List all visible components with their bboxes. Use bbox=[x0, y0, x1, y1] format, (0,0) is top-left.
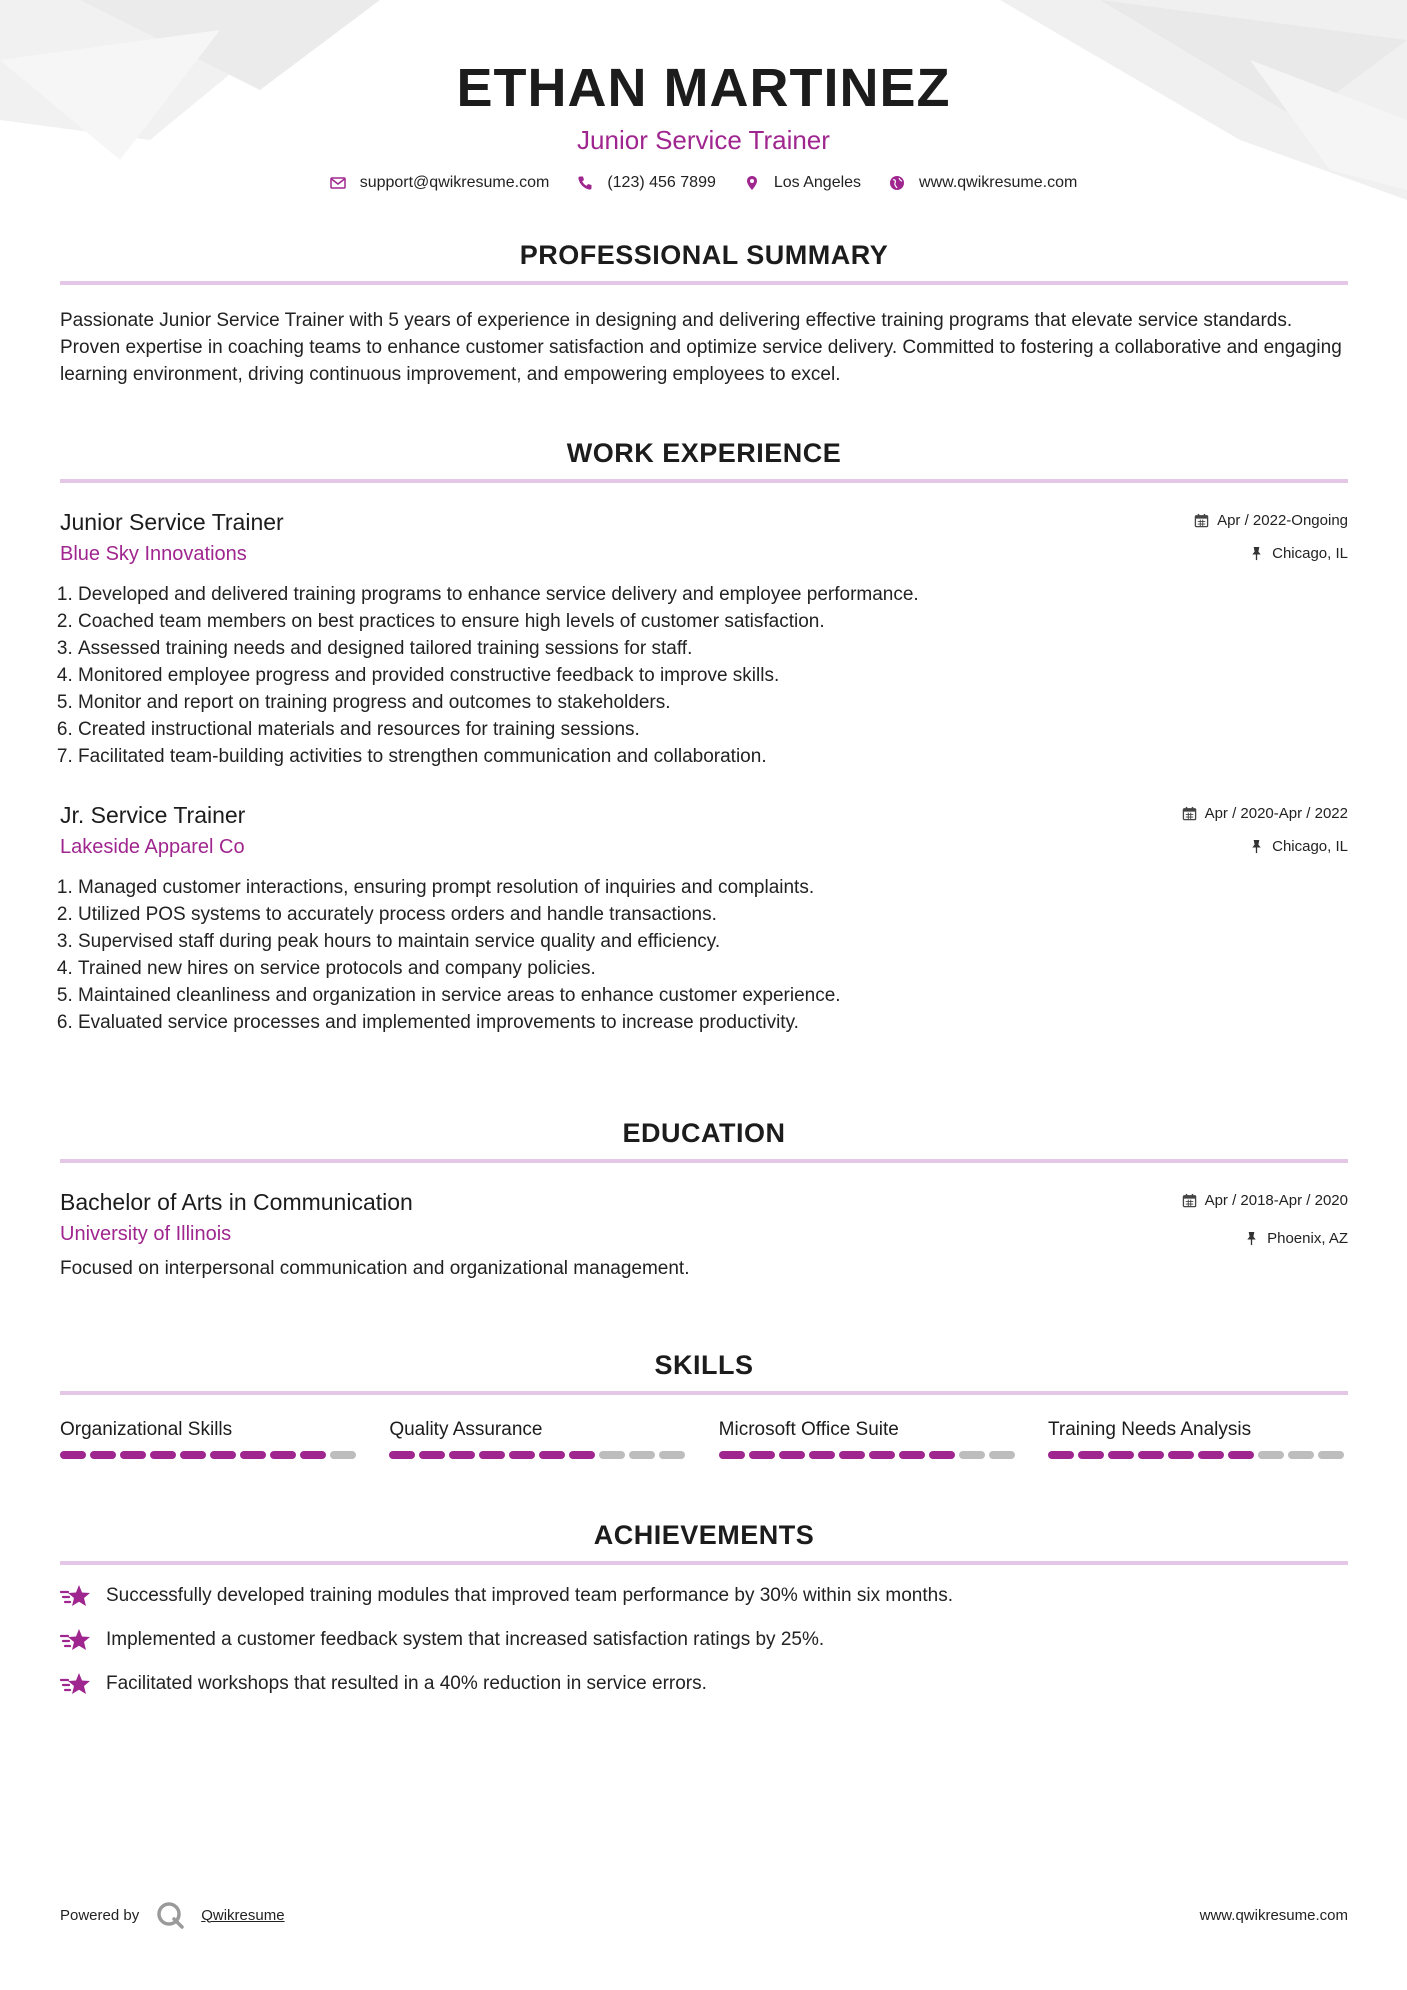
skill-segment-filled bbox=[449, 1451, 475, 1459]
job-company: Blue Sky Innovations bbox=[60, 543, 247, 565]
job-location bbox=[1194, 542, 1348, 564]
achievement-text: Facilitated workshops that resulted in a 40% reduction in service errors. bbox=[106, 1673, 707, 1694]
section-title-achievements: ACHIEVEMENTS bbox=[593, 1520, 815, 1550]
list-item: 1. Developed and delivered training programs to enhance service delivery and employee performance. bbox=[78, 581, 1348, 608]
skill-segment-filled bbox=[210, 1451, 236, 1459]
achievement-text: Implemented a customer feedback system that increased satisfaction ratings by 25%. bbox=[106, 1629, 825, 1650]
section-divider bbox=[60, 1561, 1348, 1565]
contact-email-text: support@qwikresume.com bbox=[359, 174, 550, 191]
skill-segment-filled bbox=[1168, 1451, 1194, 1459]
skill-segment-filled bbox=[1048, 1451, 1074, 1459]
achievements-section bbox=[60, 1518, 1348, 1697]
job-meta bbox=[1182, 802, 1348, 857]
skill-level-bar bbox=[389, 1451, 689, 1459]
envelope-icon bbox=[330, 175, 346, 191]
skill-segment-filled bbox=[509, 1451, 535, 1459]
summary-section bbox=[60, 238, 1348, 388]
achievement-list bbox=[60, 1582, 1348, 1697]
list-item: 1. Managed customer interactions, ensuring prompt resolution of inquiries and complaints. bbox=[78, 874, 1348, 901]
contact-email[interactable] bbox=[330, 174, 550, 192]
skill-segment-filled bbox=[1078, 1451, 1104, 1459]
globe-icon bbox=[889, 175, 905, 191]
skill-segment-filled bbox=[719, 1451, 745, 1459]
skill-segment-filled bbox=[120, 1451, 146, 1459]
education-location-text: Phoenix, AZ bbox=[1267, 1229, 1348, 1247]
pin-icon bbox=[1249, 546, 1264, 561]
resume-header bbox=[0, 0, 1407, 192]
calendar-icon bbox=[1182, 806, 1197, 821]
achievement-item bbox=[60, 1670, 1348, 1697]
section-divider bbox=[60, 281, 1348, 285]
job-bullet-list bbox=[60, 874, 1348, 1036]
skill-segment-filled bbox=[419, 1451, 445, 1459]
skill-segment-empty bbox=[629, 1451, 655, 1459]
qwikresume-logo-icon bbox=[155, 1900, 185, 1930]
job-location-text: Chicago, IL bbox=[1272, 837, 1348, 855]
skill-segment-filled bbox=[180, 1451, 206, 1459]
skill-name: Training Needs Analysis bbox=[1047, 1419, 1252, 1440]
phone-icon bbox=[577, 175, 593, 191]
skill-segment-empty bbox=[659, 1451, 685, 1459]
skill-segment-filled bbox=[1228, 1451, 1254, 1459]
job-dates bbox=[1194, 509, 1348, 531]
skill-segment-filled bbox=[899, 1451, 925, 1459]
school-name: University of Illinois bbox=[60, 1223, 232, 1245]
list-item: 6. Created instructional materials and resources for training sessions. bbox=[78, 716, 1348, 743]
job-dates-text: Apr / 2020-Apr / 2022 bbox=[1204, 804, 1348, 822]
job-title: Jr. Service Trainer bbox=[60, 802, 246, 828]
job-entry bbox=[60, 800, 1348, 1036]
skill-segment-filled bbox=[539, 1451, 565, 1459]
skill-segment-filled bbox=[1138, 1451, 1164, 1459]
skill-segment-filled bbox=[389, 1451, 415, 1459]
contact-location bbox=[744, 174, 861, 192]
skill-item bbox=[719, 1417, 1019, 1459]
skill-segment-filled bbox=[1108, 1451, 1134, 1459]
section-divider bbox=[60, 1391, 1348, 1395]
list-item: 4. Trained new hires on service protocols and company policies. bbox=[78, 955, 1348, 982]
skill-segment-filled bbox=[1198, 1451, 1224, 1459]
list-item: 3. Assessed training needs and designed tailored training sessions for staff. bbox=[78, 635, 1348, 662]
section-divider bbox=[60, 1159, 1348, 1163]
skill-segment-empty bbox=[1318, 1451, 1344, 1459]
skill-level-bar bbox=[1048, 1451, 1348, 1459]
skill-segment-filled bbox=[90, 1451, 116, 1459]
list-item: 5. Monitor and report on training progress and outcomes to stakeholders. bbox=[78, 689, 1348, 716]
map-pin-icon bbox=[744, 175, 760, 191]
education-location bbox=[1182, 1227, 1348, 1249]
skills-section bbox=[60, 1348, 1348, 1459]
section-title-summary: PROFESSIONAL SUMMARY bbox=[519, 240, 889, 270]
education-dates-text: Apr / 2018-Apr / 2020 bbox=[1204, 1191, 1348, 1209]
powered-by-label: Powered by bbox=[60, 1906, 140, 1924]
contact-bar bbox=[0, 174, 1407, 192]
pin-icon bbox=[1244, 1231, 1259, 1246]
job-location-text: Chicago, IL bbox=[1272, 544, 1348, 562]
skill-segment-filled bbox=[749, 1451, 775, 1459]
education-dates bbox=[1182, 1189, 1348, 1211]
skill-segment-empty bbox=[959, 1451, 985, 1459]
section-title-experience: WORK EXPERIENCE bbox=[566, 438, 842, 468]
skill-item bbox=[60, 1417, 360, 1459]
skill-segment-empty bbox=[1288, 1451, 1314, 1459]
section-title-education: EDUCATION bbox=[622, 1118, 786, 1148]
skill-level-bar bbox=[719, 1451, 1019, 1459]
qwikresume-link[interactable]: Qwikresume bbox=[201, 1906, 285, 1924]
achievement-item bbox=[60, 1626, 1348, 1653]
pin-icon bbox=[1249, 839, 1264, 854]
education-section bbox=[60, 1116, 1348, 1282]
achievement-text: Successfully developed training modules that improved team performance by 30% within six months. bbox=[106, 1585, 953, 1606]
list-item: 6. Evaluated service processes and implemented improvements to increase productivity. bbox=[78, 1009, 1348, 1036]
skill-segment-filled bbox=[150, 1451, 176, 1459]
skill-segment-filled bbox=[809, 1451, 835, 1459]
section-divider bbox=[60, 479, 1348, 483]
job-title: Junior Service Trainer bbox=[60, 509, 284, 535]
skill-segment-filled bbox=[60, 1451, 86, 1459]
candidate-name: ETHAN MARTINEZ bbox=[456, 58, 951, 118]
job-company: Lakeside Apparel Co bbox=[60, 836, 245, 858]
contact-phone[interactable] bbox=[577, 174, 716, 192]
experience-section bbox=[60, 436, 1348, 1036]
skill-name: Organizational Skills bbox=[60, 1419, 233, 1440]
summary-text: Passionate Junior Service Trainer with 5 years of experience in designing and delivering effective training programs that elevate service standards. Proven expertise in coaching teams to enhance customer satisfaction and optimize service delivery. Committed to fostering a collaborative and engaging learning environment, driving continuous improvement, and empowering employees to excel. bbox=[60, 310, 1342, 385]
job-dates bbox=[1182, 802, 1348, 824]
skill-name: Microsoft Office Suite bbox=[718, 1419, 899, 1440]
job-bullet-list bbox=[60, 581, 1348, 770]
skill-segment-filled bbox=[929, 1451, 955, 1459]
skill-item bbox=[1048, 1417, 1348, 1459]
star-icon bbox=[60, 1583, 92, 1609]
footer-website[interactable]: www.qwikresume.com bbox=[1199, 1906, 1348, 1924]
skill-segment-empty bbox=[1258, 1451, 1284, 1459]
star-icon bbox=[60, 1627, 92, 1653]
contact-phone-text: (123) 456 7899 bbox=[607, 174, 716, 191]
job-dates-text: Apr / 2022-Ongoing bbox=[1217, 511, 1348, 529]
list-item: 2. Coached team members on best practices to ensure high levels of customer satisfaction. bbox=[78, 608, 1348, 635]
skill-segment-filled bbox=[240, 1451, 266, 1459]
degree-title: Bachelor of Arts in Communication bbox=[60, 1189, 413, 1215]
skill-segment-filled bbox=[479, 1451, 505, 1459]
job-meta bbox=[1194, 509, 1348, 564]
list-item: 7. Facilitated team-building activities to strengthen communication and collaboration. bbox=[78, 743, 1348, 770]
page-footer bbox=[60, 1900, 1348, 1930]
skill-segment-filled bbox=[839, 1451, 865, 1459]
list-item: 4. Monitored employee progress and provided constructive feedback to improve skills. bbox=[78, 662, 1348, 689]
skill-level-bar bbox=[60, 1451, 360, 1459]
contact-location-text: Los Angeles bbox=[773, 174, 862, 191]
skill-segment-empty bbox=[989, 1451, 1015, 1459]
calendar-icon bbox=[1194, 513, 1209, 528]
skill-segment-filled bbox=[270, 1451, 296, 1459]
achievement-item bbox=[60, 1582, 1348, 1609]
skill-segment-filled bbox=[300, 1451, 326, 1459]
skills-grid bbox=[60, 1417, 1348, 1459]
skill-segment-empty bbox=[330, 1451, 356, 1459]
contact-website-text: www.qwikresume.com bbox=[919, 174, 1078, 191]
education-entry bbox=[60, 1187, 1348, 1282]
list-item: 3. Supervised staff during peak hours to maintain service quality and efficiency. bbox=[78, 928, 1348, 955]
star-icon bbox=[60, 1671, 92, 1697]
job-location bbox=[1182, 835, 1348, 857]
skill-segment-empty bbox=[599, 1451, 625, 1459]
section-title-skills: SKILLS bbox=[654, 1350, 754, 1380]
skill-item bbox=[389, 1417, 689, 1459]
skill-segment-filled bbox=[779, 1451, 805, 1459]
list-item: 2. Utilized POS systems to accurately process orders and handle transactions. bbox=[78, 901, 1348, 928]
education-meta bbox=[1182, 1189, 1348, 1249]
powered-by bbox=[60, 1900, 285, 1930]
calendar-icon bbox=[1182, 1193, 1197, 1208]
job-entry bbox=[60, 507, 1348, 770]
skill-name: Quality Assurance bbox=[389, 1419, 543, 1440]
contact-website[interactable] bbox=[889, 174, 1077, 192]
list-item: 5. Maintained cleanliness and organization in service areas to enhance customer experience. bbox=[78, 982, 1348, 1009]
education-description: Focused on interpersonal communication and organizational management. bbox=[60, 1258, 690, 1279]
candidate-role: Junior Service Trainer bbox=[577, 125, 830, 155]
skill-segment-filled bbox=[569, 1451, 595, 1459]
skill-segment-filled bbox=[869, 1451, 895, 1459]
